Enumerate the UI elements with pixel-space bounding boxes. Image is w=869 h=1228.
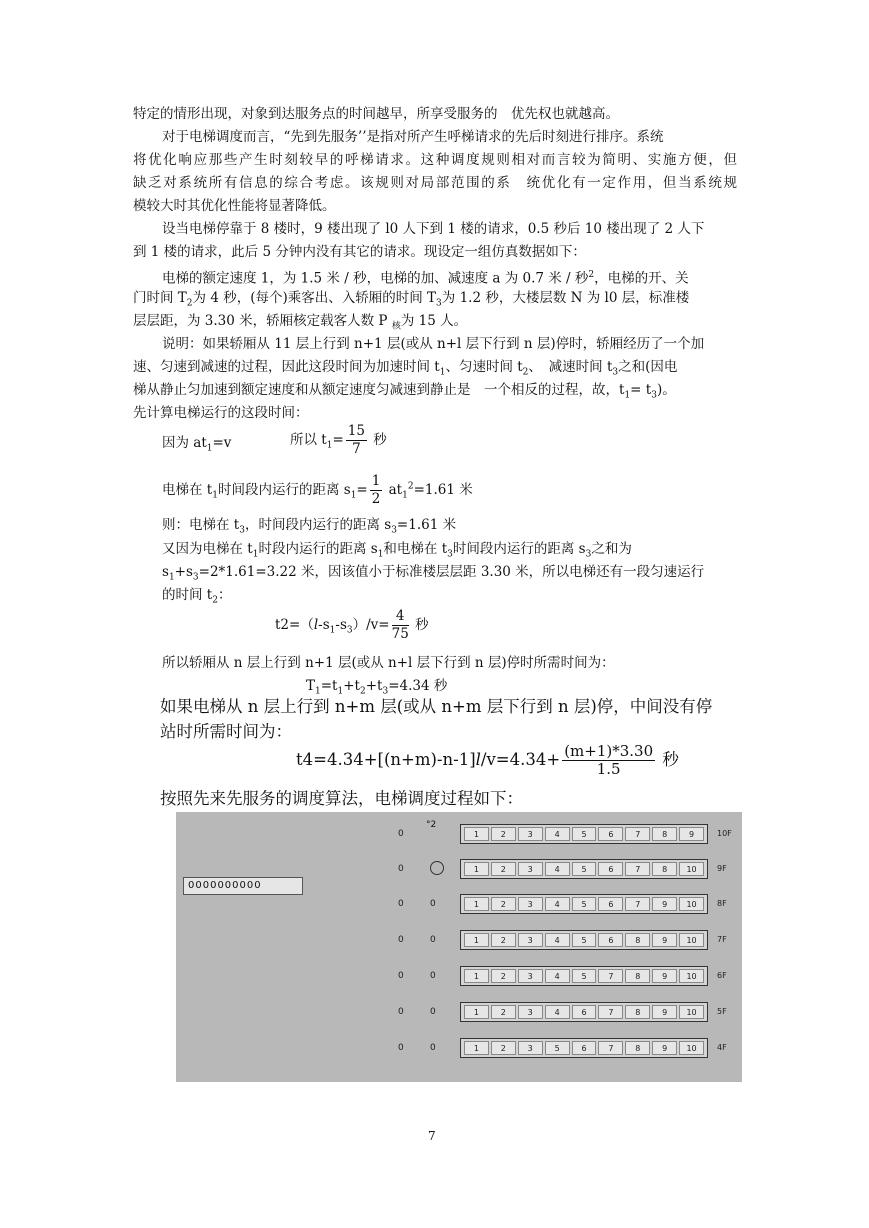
floor-button[interactable]: 3 [518,862,543,876]
floor-button[interactable]: 4 [545,862,570,876]
floor-button[interactable]: 4 [545,827,570,841]
floor-button-bar [460,966,708,986]
floor-button[interactable]: 7 [625,897,650,911]
floor-count: 0 [398,899,404,909]
floor-button[interactable]: 6 [598,933,623,947]
floor-button[interactable]: 3 [518,1005,543,1019]
floor-button-bar [460,1002,708,1022]
floor-button[interactable]: 1 [464,1005,489,1019]
floor-button[interactable]: 10 [679,969,704,983]
formula: 电梯在 $t_1$时间段内运行的距离 $s_1=$ $\frac{1}{2}$ $at_1^2=1.61$ 米 [162,473,473,507]
floor-row [176,1002,742,1024]
floor-button[interactable]: 9 [679,827,704,841]
text-line: 门时间 $T_2$为 4 秒，(每个)乘客出、入轿厢的时间 $T_3$为 1.2 秒，大楼层数 N 为 l0 层，标准楼 [133,290,690,309]
text-line: $s_1+s_3=2*1.61=3.22$ 米，因该值小于标准楼层层距 3.30 米，所以电梯还有一段匀速运行 [162,564,705,583]
floor-label: 7F [717,935,727,944]
text-line: 所以轿厢从 n 层上行到 n+1 层(或从 n+l 层下行到 n 层)停时所需时间为： [162,655,615,671]
floor-button[interactable]: 4 [545,1005,570,1019]
elevator-car-icon [430,861,444,875]
floor-button[interactable]: 8 [652,827,677,841]
floor-button[interactable]: 8 [625,969,650,983]
floor-button[interactable]: 10 [679,933,704,947]
floor-button[interactable]: 2 [491,862,516,876]
floor-button[interactable]: 9 [652,1041,677,1055]
floor-row [176,930,742,952]
formula: 所以 $t_1=$ $\frac{15}{7}$ 秒 [290,423,387,457]
floor-button[interactable]: 4 [545,969,570,983]
floor-button-bar [460,930,708,950]
text-line: 的时间 $t_2$： [162,587,232,606]
floor-status: 0 [430,1043,436,1053]
text-line: 对于电梯调度而言，“先到先服务’’是指对所产生呼梯请求的先后时刻进行排序。系统 [162,129,664,145]
floor-button[interactable]: 2 [491,1041,516,1055]
floor-button[interactable]: 5 [572,969,597,983]
text-line: 说明：如果轿厢从 11 层上行到 n+1 层(或从 n+l 层下行到 n 层)停时，轿厢经历了一个加 [162,336,705,352]
floor-label: 5F [717,1007,727,1016]
floor-status: 0 [430,971,436,981]
floor-button[interactable]: 2 [491,827,516,841]
floor-row [176,966,742,988]
floor-button[interactable]: 7 [625,827,650,841]
floor-button[interactable]: 7 [625,862,650,876]
floor-count: 0 [398,829,404,839]
floor-button[interactable]: 8 [625,1005,650,1019]
formula: $t2=(l-s_1-s_3)/v=$ $\frac{4}{75}$ 秒 [275,608,429,642]
text-line: 如果电梯从 n 层上行到 n+m 层(或从 n+m 层下行到 n 层)停，中间没有停 [160,697,713,716]
floor-button[interactable]: 7 [598,1041,623,1055]
floor-label: 4F [717,1043,727,1052]
formula: 因为 $at_1=v$ [162,435,232,454]
floor-button[interactable]: 10 [679,1041,704,1055]
page-number: 7 [428,1129,436,1143]
floor-button[interactable]: 3 [518,933,543,947]
floor-button[interactable]: 2 [491,969,516,983]
floor-row [176,859,742,881]
floor-status: 0 [430,1007,436,1017]
text-line: 又因为电梯在 $t_1$时段内运行的距离 $s_1$和电梯在 $t_3$时间段内运行的距离 $s_3$之和为 [162,541,632,560]
text-line: 按照先来先服务的调度算法，电梯调度过程如下： [160,789,523,808]
floor-button-bar [460,894,708,914]
floor-count: 0 [398,1043,404,1053]
floor-button[interactable]: 4 [545,897,570,911]
floor-button[interactable]: 5 [572,827,597,841]
floor-button[interactable]: 6 [572,1005,597,1019]
text-line: 将优化响应那些产生时刻较早的呼梯请求。这种调度规则相对而言较为简明、实施方便，但 [133,152,737,168]
floor-button[interactable]: 2 [491,1005,516,1019]
floor-button[interactable]: 4 [545,933,570,947]
floor-button[interactable]: 3 [518,897,543,911]
text-line: 先计算电梯运行的这段时间： [133,405,309,421]
floor-button[interactable]: 1 [464,897,489,911]
floor-status: 0 [430,935,436,945]
floor-label: 8F [717,899,727,908]
counter-display: 0000000000 [183,877,303,895]
text-line: 梯从静止匀加速到额定速度和从额定速度匀减速到静止是 一个相反的过程，故，$t_1= t_3$)。 [133,382,676,401]
text-line: 模较大时其优化性能将显著降低。 [133,198,336,214]
icon-label: °2 [426,820,437,830]
floor-button[interactable]: 5 [572,862,597,876]
floor-button[interactable]: 5 [572,933,597,947]
floor-button[interactable]: 6 [598,862,623,876]
floor-button[interactable]: 8 [625,933,650,947]
floor-label: 10F [717,829,732,838]
elevator-simulation-screenshot [176,812,742,1082]
floor-button[interactable]: 3 [518,827,543,841]
floor-button[interactable]: 2 [491,897,516,911]
floor-button-bar [460,824,708,844]
floor-count: 0 [398,1007,404,1017]
text-line: 设当电梯停靠于 8 楼时，9 楼出现了 l0 人下到 1 楼的请求，0.5 秒后 10 楼出现了 2 人下 [162,221,705,237]
floor-button[interactable]: 1 [464,827,489,841]
floor-button[interactable]: 1 [464,1041,489,1055]
floor-button[interactable]: 6 [572,1041,597,1055]
floor-button[interactable]: 10 [679,897,704,911]
text-line: 电梯的额定速度 1，为 1.5 米 / 秒，电梯的加、减速度 a 为 0.7 米 / 秒$^2$，电梯的开、关 [162,270,689,287]
floor-status: 0 [430,899,436,909]
floor-button[interactable]: 10 [679,1005,704,1019]
floor-button[interactable]: 7 [598,1005,623,1019]
floor-button[interactable]: 5 [572,897,597,911]
text-line: 层层距，为 3.30 米，轿厢核定载客人数 P $_核$为 15 人。 [133,313,468,332]
floor-count: 0 [398,864,404,874]
floor-button[interactable]: 3 [518,1041,543,1055]
floor-button[interactable]: 9 [652,1005,677,1019]
floor-button[interactable]: 5 [545,1041,570,1055]
formula: t4=4.34+[(n+m)-n-1]l/v=4.34+ $\frac{(m+1)*3.30}{1.5}$ 秒 [296,742,679,778]
text-line: 站时所需时间为： [160,722,292,741]
floor-button[interactable]: 7 [598,969,623,983]
floor-button-bar [460,859,708,879]
floor-button[interactable]: 1 [464,933,489,947]
floor-row [176,824,742,846]
formula: 则：电梯在 $t_3$，时间段内运行的距离 $s_3=1.61$ 米 [162,517,457,536]
floor-label: 6F [717,971,727,980]
floor-button[interactable]: 1 [464,969,489,983]
text-line: 速、匀速到减速的过程，因此这段时间为加速时间 $t_1$、匀速时间 $t_2$、 减速时间 $t_3$之和(因电 [133,359,678,378]
floor-button[interactable]: 9 [652,933,677,947]
floor-button-bar [460,1038,708,1058]
text-line: 缺乏对系统所有信息的综合考虑。该规则对局部范围的系 统优化有一定作用，但当系统规 [133,175,737,191]
text-line: 到 1 楼的请求，此后 5 分钟内没有其它的请求。现设定一组仿真数据如下： [133,244,586,260]
floor-button[interactable]: 3 [518,969,543,983]
floor-button[interactable]: 8 [625,1041,650,1055]
floor-button[interactable]: 8 [652,862,677,876]
floor-button[interactable]: 2 [491,933,516,947]
floor-button[interactable]: 1 [464,862,489,876]
floor-row [176,894,742,916]
floor-button[interactable]: 9 [652,969,677,983]
floor-count: 0 [398,935,404,945]
floor-button[interactable]: 10 [679,862,704,876]
floor-row [176,1038,742,1060]
floor-button[interactable]: 6 [598,827,623,841]
floor-label: 9F [717,864,727,873]
floor-count: 0 [398,971,404,981]
formula: $T_1=t_1+t_2+t_3=4.34$ 秒 [306,678,448,697]
text-line: 特定的情形出现，对象到达服务点的时间越早，所享受服务的 优先权也就越高。 [133,106,619,122]
floor-button[interactable]: 9 [652,897,677,911]
floor-button[interactable]: 6 [598,897,623,911]
